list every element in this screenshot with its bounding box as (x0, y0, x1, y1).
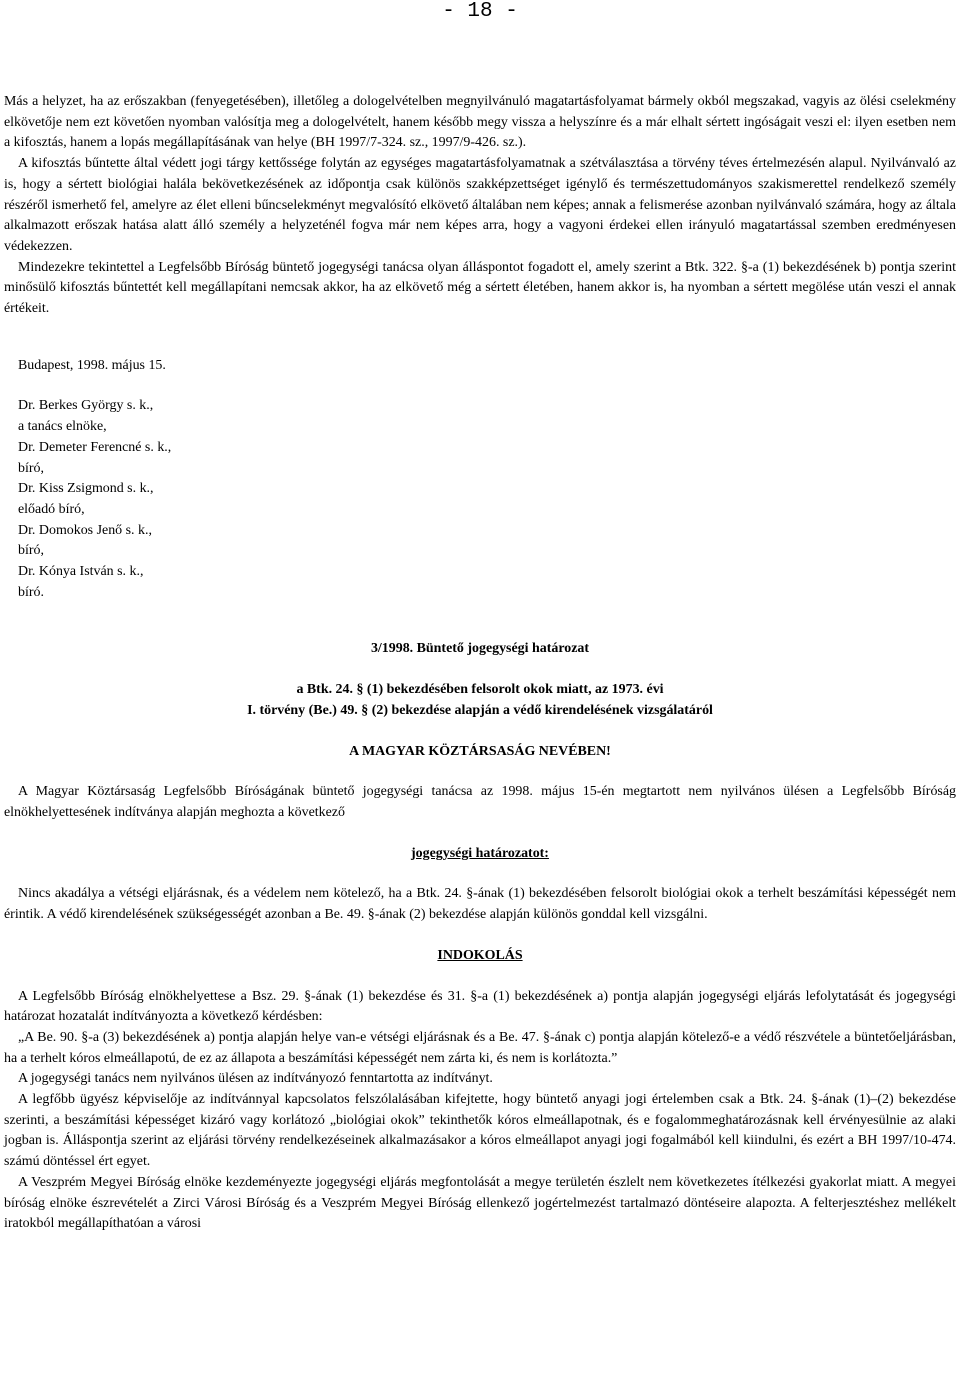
signature-line: Dr. Berkes György s. k., (18, 398, 154, 414)
signature-line: bíró, (18, 543, 44, 559)
reasoning-paragraph: A Legfelsőbb Bíróság elnökhelyettese a Bsz. 29. §-ának (1) bekezdése és 31. §-a (1) bekezdésének a) pontja alapján jogegységi eljárás lefolytatását és jogegységi határozat hozatalát indítványozta a következő kérdésben: (4, 988, 956, 1025)
paragraph: A kifosztás bűntette által védett jogi tárgy kettőssége folytán az egységes magatartásfolyamatnak a szétválasztása a törvény téves értelmezésén alapul. Nyilvánvaló az is, hogy a sértett biológiai halála bekövetkezésének az időpontja csak különös szakképzettséget igénylő és természettudományos szakismerettel rendelkező személy részéről ismerhető fel, amelyre az élet elleni bűncselekményt megvalósító elkövető általában nem képes; annak a felismerése azonban nyilvánvaló számára, hogy az általa alkalmazott erőszak hatása alatt álló személy a helyzeténél fogva már nem képes arra, hogy a vagyoni érdekei ellen irányuló magatartással szemben eredményesen védekezzen. (4, 156, 956, 254)
decision-subtitle: I. törvény (Be.) 49. § (2) bekezdése alapján a védő kirendelésének vizsgálatáról (247, 702, 713, 718)
signature-line: bíró, (18, 460, 44, 476)
decision-title: 3/1998. Büntető jogegységi határozat (370, 641, 590, 657)
page-number: - 18 - (442, 0, 518, 23)
reasoning-heading: INDOKOLÁS (437, 947, 523, 963)
document-body (4, 92, 956, 1235)
signature-block (4, 356, 956, 604)
reasoning-paragraph: „A Be. 90. §-a (3) bekezdésének a) pontja alapján helye van-e vétségi eljárásnak és a Be. 47. §-ának c) pontja alapján kötelező-e a védő részvétele a büntetőeljárásban, ha a terhelt kóros elmeállapotú, de ez az állapota a beszámítási képességét nem zárta ki, és nem is korlátozta.” (4, 1029, 956, 1066)
paragraph: Más a helyzet, ha az erőszakban (fenyegetésében), illetőleg a dologelvételben megnyilvánuló magatartásfolyamat bármely okból megszakad, vagyis az ölési cselekmény elkövetője nem ezt követően nyomban valósítja meg a dologelvételt, hanem később megy vissza a helyszínre és a már elhalt sértett ingóságait veszi el: ilyen esetben nem a kifosztás, hanem a lopás megállapításának van helye (BH 1997/7-324. sz., 1997/9-426. sz.). (4, 94, 956, 151)
ruling-heading: jogegységi határozatot: (411, 845, 549, 861)
decision-intro: A Magyar Köztársaság Legfelsőbb Bíróságának büntető jogegységi tanácsa az 1998. május 15-én megtartott nem nyilvános ülésen a Legfelsőbb Bíróság elnökhelyettesének indítványa alapján meghozta a következő (4, 784, 956, 820)
signature-line: Dr. Domokos Jenő s. k., (18, 522, 152, 538)
signature-line: Dr. Kiss Zsigmond s. k., (18, 481, 154, 497)
reasoning-paragraph: A jogegységi tanács nem nyilvános ülésen az indítványozó fenntartotta az indítványt. (18, 1071, 493, 1087)
ruling-text: Nincs akadálya a vétségi eljárásnak, és a védelem nem kötelező, ha a Btk. 24. §-ának (1) bekezdésében felsorolt biológiai okok a terhelt beszámítási képességét nem érintik. A védő kirendelésének szükségességét azonban a Be. 49. §-ának (2) bekezdése alapján különös gonddal kell vizsgálni. (4, 886, 956, 923)
decision-heading: A MAGYAR KÖZTÁRSASÁG NEVÉBEN! (349, 743, 611, 759)
signature-line: a tanács elnöke, (18, 419, 107, 435)
signature-line: Dr. Kónya István s. k., (18, 564, 144, 580)
reasoning-paragraph: A legfőbb ügyész képviselője az indítvánnyal kapcsolatos felszólalásában kifejtette, hogy büntető anyagi jogi értelemben csak a Btk. 24. §-ának (1)–(2) bekezdése szerinti, a beszámítási képességet kizáró vagy korlátozó „biológiai okok” tekinthetők kóros elmeállapotnak, és e fogalommeghatározásnak kell érvényesülnie az alaki jogban is. Álláspontja szerint az eljárási törvény rendelkezéseinek alkalmazásakor a kóros elmeállapot anyagi jogi fogalmából kell kiindulni, és ezért a BH 1997/10-474. számú döntéssel ért egyet. (4, 1092, 956, 1170)
signature-line: Dr. Demeter Ferencné s. k., (18, 439, 172, 455)
reasoning-paragraph: A Veszprém Megyei Bíróság elnöke kezdeményezte jogegységi eljárás megfontolását a megye területén észlelt nem következetes ítélkezési gyakorlat miatt. A megyei bíróság elnöke észrevételét a Zirci Városi Bíróság és a Veszprém Megyei Bíróság ellenkező jogértelmezést tartalmazó döntéseire alapozta. A felterjesztéshez mellékelt iratokból megállapíthatóan a városi (4, 1174, 956, 1232)
paragraph: Mindezekre tekintettel a Legfelsőbb Bíróság büntető jogegységi tanácsa olyan álláspontot fogadott el, amely szerint a Btk. 322. §-a (1) bekezdésének b) pontja szerint minősülő kifosztás bűntettét kell megállapítani nemcsak akkor, ha az elkövető még a sértett életében, hanem akkor is, ha nyomban a sértett megölése után veszi el annak értékeit. (4, 259, 956, 317)
signature-line: előadó bíró, (18, 501, 85, 517)
place-date: Budapest, 1998. május 15. (18, 357, 166, 373)
decision-subtitle: a Btk. 24. § (1) bekezdésében felsorolt okok miatt, az 1973. évi (296, 682, 664, 698)
signature-line: bíró. (18, 584, 44, 600)
